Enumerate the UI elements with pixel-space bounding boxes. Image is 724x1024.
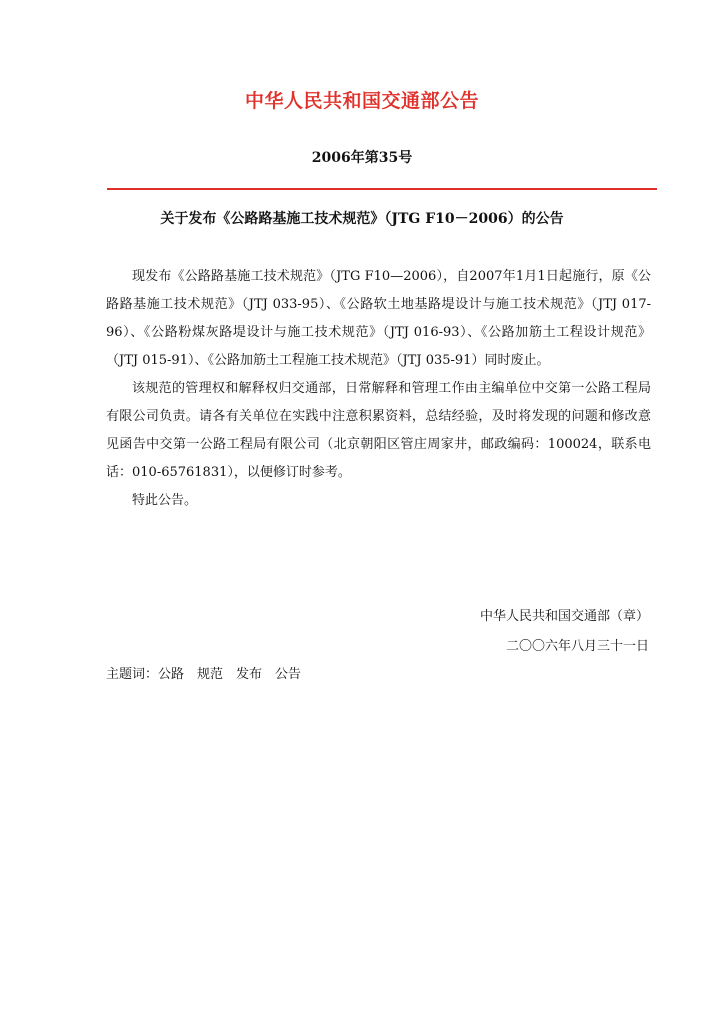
red-divider [107, 188, 657, 190]
signature-block [480, 602, 649, 662]
body-paragraph: 现发布《公路路基施工技术规范》（JTG F10—2006），自2007年1月1日起施行，原《公路路基施工技术规范》（JTJ 033-95）、《公路软土地基路堤设计与施工技术规范》（JTJ 017-96）、《公路粉煤灰路堤设计与施工技术规范》（JTJ 016-93）、《公路加筋土工程设计规范》（JTJ 015-91）、《公路加筋土工程施工技术规范》（JTJ 035-91）同时废止。 [106, 269, 651, 368]
page-title: 中华人民共和国交通部公告 [244, 90, 479, 112]
subject-keywords: 主题词：公路 规范 发布 公告 [106, 667, 302, 682]
body-paragraph: 该规范的管理权和解释权归交通部，日常解释和管理工作由主编单位中交第一公路工程局有限公司负责。请各有关单位在实践中注意积累资料，总结经验，及时将发现的问题和修改意见函告中交第一公路工程局有限公司（北京朝阳区管庄周家井，邮政编码：100024，联系电话：010-65761831），以便修订时参考。 [106, 381, 651, 480]
issuer-name: 中华人民共和国交通部（章） [479, 609, 649, 624]
notice-body [106, 263, 651, 515]
body-paragraph: 特此公告。 [132, 493, 198, 508]
issue-date: 二〇〇六年八月三十一日 [505, 639, 649, 654]
document-number: 2006年第35号 [311, 150, 413, 166]
notice-title: 关于发布《公路路基施工技术规范》（JTG F10－2006）的公告 [160, 211, 564, 227]
